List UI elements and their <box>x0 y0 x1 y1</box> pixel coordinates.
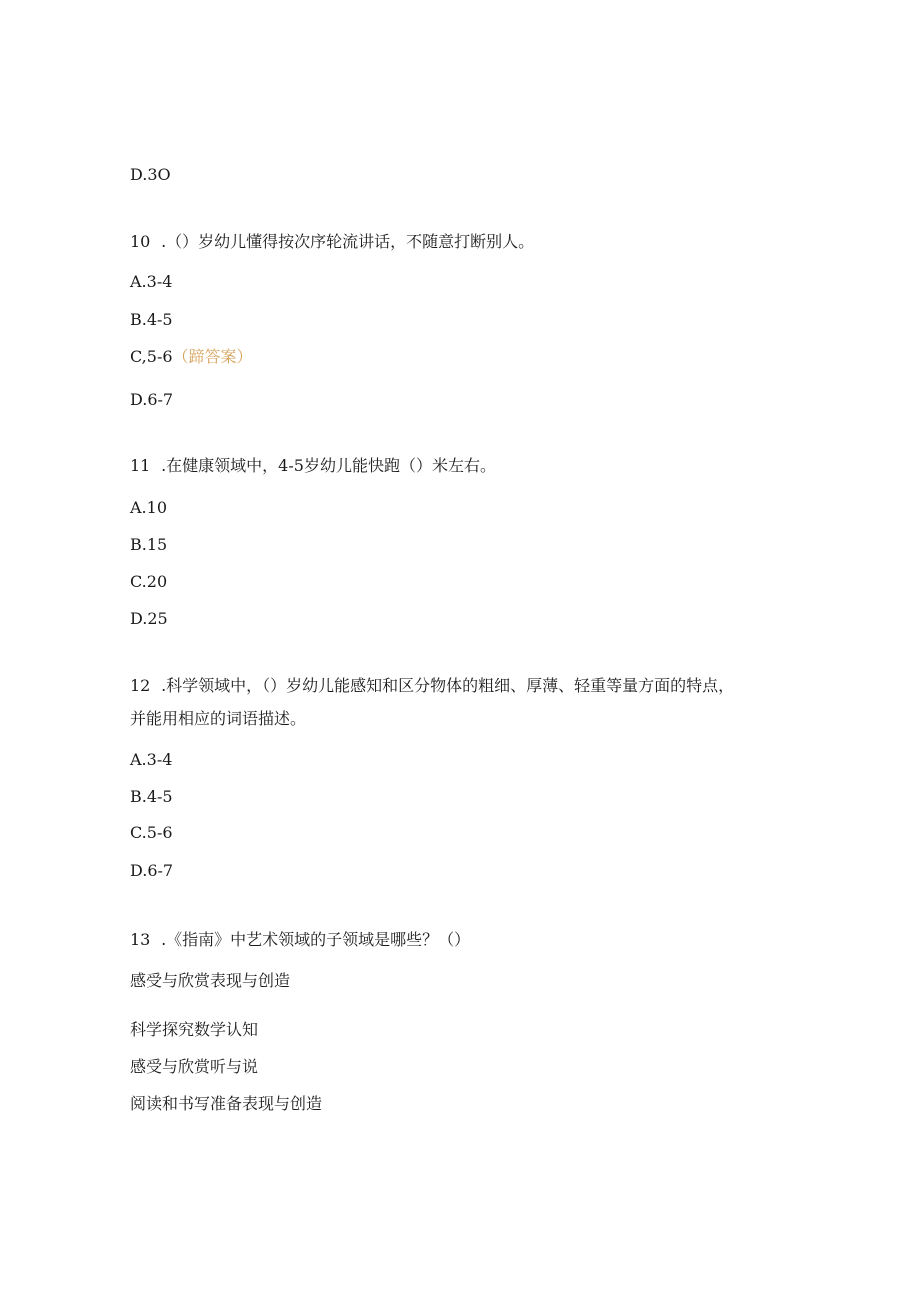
q10-option-a: A.3-4 <box>130 272 173 291</box>
q12-option-d: D.6-7 <box>130 861 174 880</box>
q10-option-c <box>130 347 253 367</box>
q11-option-b: B.15 <box>130 535 168 554</box>
q11-option-a: A.10 <box>130 498 167 517</box>
q10-option-b: B.4-5 <box>130 310 173 329</box>
q11-option-c: C.20 <box>130 572 168 591</box>
q11-option-d: D.25 <box>130 609 168 628</box>
q9-option-d: D.3O <box>130 165 171 184</box>
q10-option-c-text: C,5-6 <box>130 347 173 366</box>
q10-stem <box>130 232 534 252</box>
q12-option-a: A.3-4 <box>130 750 173 769</box>
q12-stem <box>130 676 734 696</box>
q13-option-4: 阅读和书写准备表现与创造 <box>130 1094 323 1113</box>
q13-option-1: 感受与欣赏表现与创造 <box>130 971 291 990</box>
q10-number: 10 <box>130 232 151 251</box>
q11-number: 11 <box>130 456 151 475</box>
q12-number: 12 <box>130 676 151 695</box>
q11-stem <box>130 456 496 476</box>
q12-stem-text-1: .科学领域中，（）岁幼儿能感知和区分物体的粗细、厚薄、轻重等量方面的特点， <box>161 676 735 695</box>
q13-stem-text: .《指南》中艺术领域的子领域是哪些？（） <box>161 930 471 949</box>
q13-stem <box>130 930 470 950</box>
q13-option-2: 科学探究数学认知 <box>130 1020 259 1039</box>
q13-number: 13 <box>130 930 151 949</box>
q12-option-c: C.5-6 <box>130 823 173 842</box>
q13-option-3: 感受与欣赏听与说 <box>130 1057 259 1076</box>
q10-stem-text: .（）岁幼儿懂得按次序轮流讲话，不随意打断别人。 <box>161 232 535 251</box>
q10-option-d: D.6-7 <box>130 390 174 409</box>
q12-option-b: B.4-5 <box>130 787 173 806</box>
q12-stem-continued: 并能用相应的词语描述。 <box>130 709 307 728</box>
q11-stem-text: .在健康领域中，4-5岁幼儿能快跑（）米左右。 <box>161 456 496 475</box>
q10-answer-mark: （蹄答案） <box>172 347 253 366</box>
